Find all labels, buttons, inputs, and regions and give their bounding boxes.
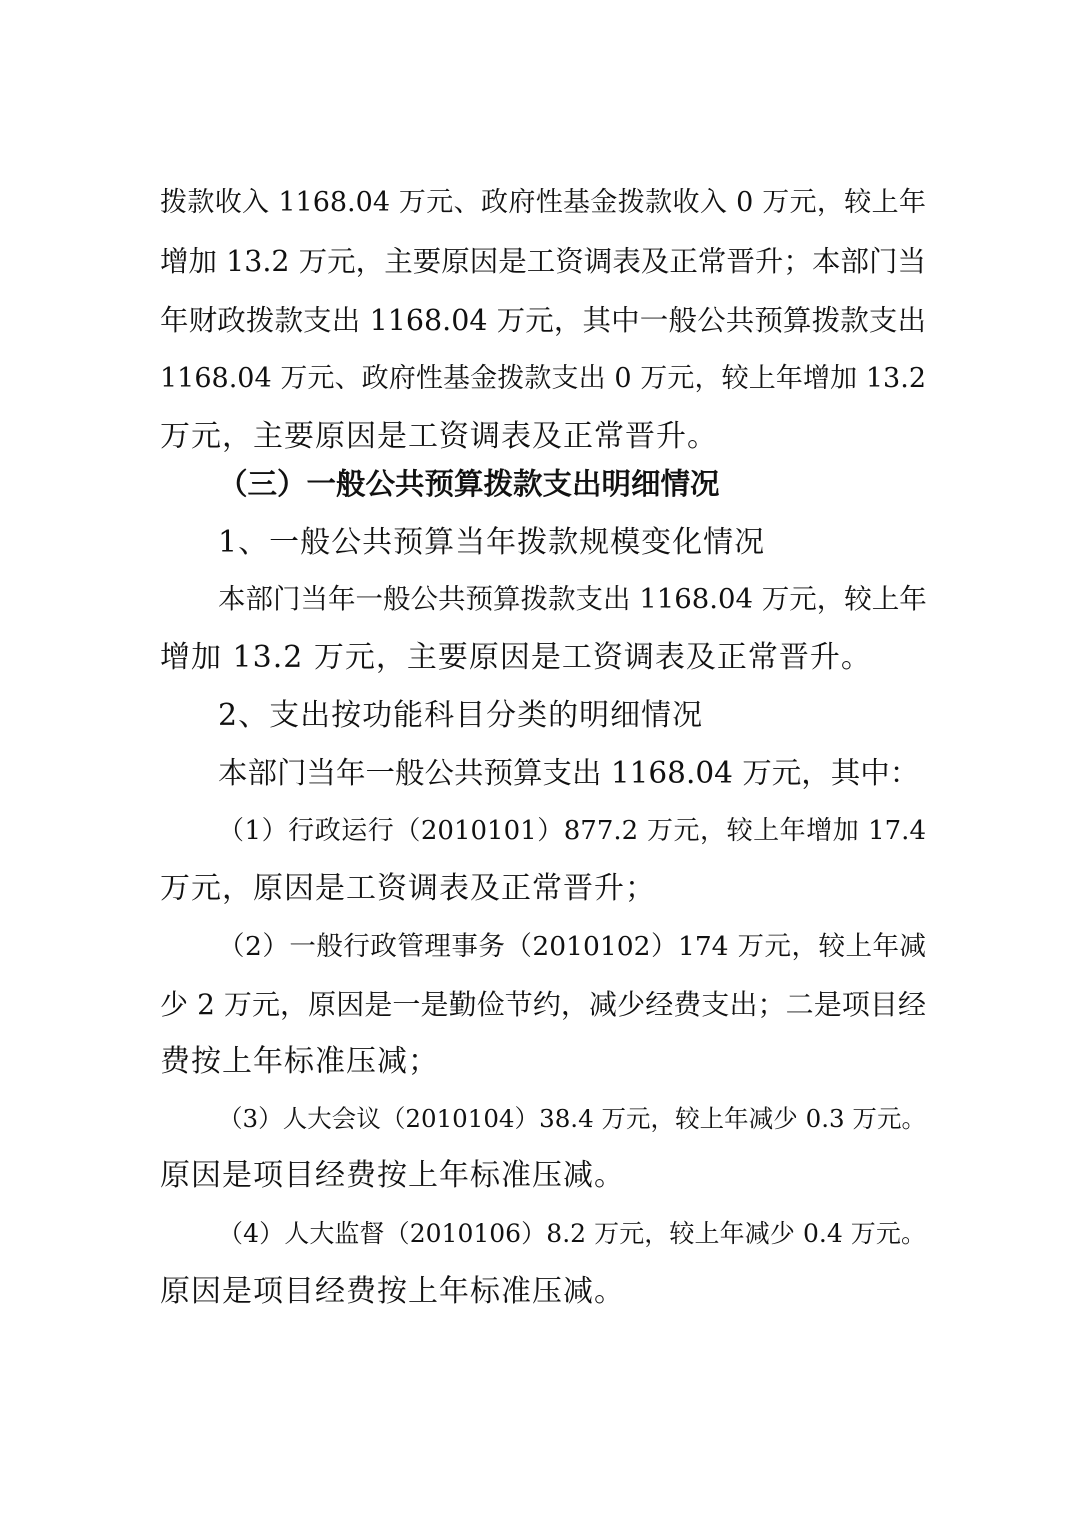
list-item-line: （3）人大会议（2010104）38.4 万元，较上年减少 0.3 万元。 [218,1104,926,1133]
paragraph-line: 拨款收入 1168.04 万元、政府性基金拨款收入 0 万元，较上年 [160,187,926,218]
list-item-line: （1）行政运行（2010101）877.2 万元，较上年增加 17.4 [218,816,926,846]
section-heading: （三）一般公共预算拨款支出明细情况 [218,467,720,501]
list-item-line: （4）人大监督（2010106）8.2 万元，较上年减少 0.4 万元。 [218,1219,926,1248]
paragraph-line: 万元，主要原因是工资调表及正常晋升。 [160,419,718,454]
subsection-heading: 2、支出按功能科目分类的明细情况 [218,698,704,733]
paragraph-line: 增加 13.2 万元，主要原因是工资调表及正常晋升；本部门当 [160,245,926,278]
paragraph-line: 本部门当年一般公共预算拨款支出 1168.04 万元，较上年 [218,583,927,615]
paragraph-line: 1168.04 万元、政府性基金拨款支出 0 万元，较上年增加 13.2 [160,363,926,394]
paragraph-line: 增加 13.2 万元，主要原因是工资调表及正常晋升。 [160,640,872,675]
paragraph-line: 年财政拨款支出 1168.04 万元，其中一般公共预算拨款支出 [160,304,926,337]
list-item-line: 原因是项目经费按上年标准压减。 [160,1158,625,1193]
list-item-line: （2）一般行政管理事务（2010102）174 万元，较上年减 [218,931,926,962]
subsection-heading: 1、一般公共预算当年拨款规模变化情况 [218,525,766,560]
list-item-line: 原因是项目经费按上年标准压减。 [160,1274,625,1309]
list-item-line: 万元，原因是工资调表及正常晋升； [160,871,656,906]
list-item-line: 少 2 万元，原因是一是勤俭节约，减少经费支出；二是项目经 [160,988,926,1021]
paragraph-line: 本部门当年一般公共预算支出 1168.04 万元，其中： [218,756,920,790]
list-item-line: 费按上年标准压减； [160,1044,439,1079]
